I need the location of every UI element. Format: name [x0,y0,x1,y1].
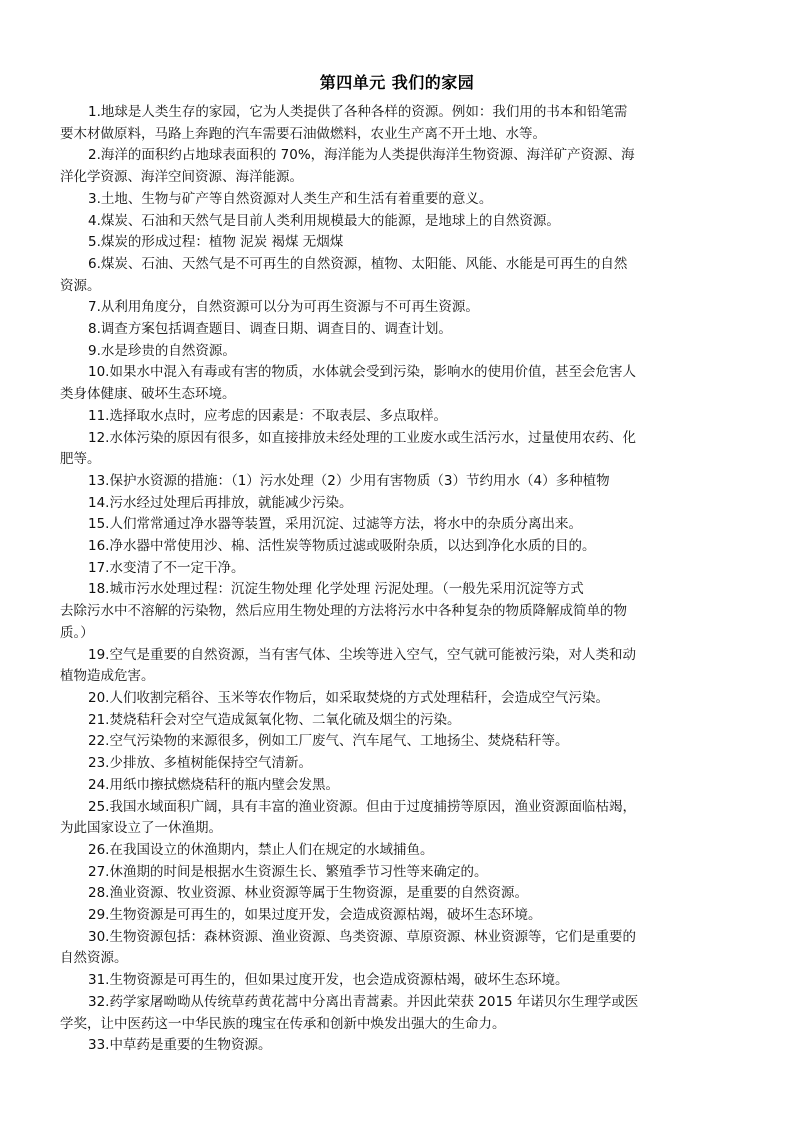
list-item-first-line: 27.休渔期的时间是根据水生资源生长、繁殖季节习性等来确定的。 [88,863,488,880]
list-item-first-line: 29.生物资源是可再生的，如果过度开发，会造成资源枯竭，破坏生态环境。 [88,907,542,924]
list-item-first-line: 10.如果水中混入有毒或有害的物质，水体就会受到污染，影响水的使用价值，甚至会危害人 [88,364,636,381]
list-item-first-line: 9.水是珍贵的自然资源。 [88,342,236,359]
list-item [60,145,736,188]
list-item-first-line: 25.我国水域面积广阔，具有丰富的渔业资源。但由于过度捕捞等原因，渔业资源面临枯竭， [88,798,636,815]
list-item-continuation-line: 要木材做原料，马路上奔跑的汽车需要石油做燃料，农业生产离不开土地、水等。 [60,125,546,142]
list-item-first-line: 8.调查方案包括调查题目、调查日期、调查目的、调查计划。 [88,321,452,338]
list-item-first-line: 16.净水器中常使用沙、棉、活性炭等物质过滤或吸附杂质，以达到净化水质的目的。 [88,538,596,555]
list-item [88,319,736,341]
list-item [88,514,736,536]
list-item-continuation-line: 类身体健康、破坏生态环境。 [60,386,236,403]
list-item-first-line: 18.城市污水处理过程：沉淀生物处理 化学处理 污泥处理。（一般先采用沉淀等方式 [88,581,584,598]
list-item [88,775,736,797]
list-item-first-line: 32.药学家屠呦呦从传统草药黄花蒿中分离出青蒿素。并因此荣获 2015 年诺贝尔生理学或医 [88,993,639,1010]
list-item-first-line: 28.渔业资源、牧业资源、林业资源等属于生物资源，是重要的自然资源。 [88,885,528,902]
page-title: 第四单元 我们的家园 [319,73,475,92]
list-item [88,493,736,515]
list-item-first-line: 1.地球是人类生存的家园，它为人类提供了各种各样的资源。例如：我们用的书本和铅笔需 [88,104,628,120]
list-item-first-line: 19.空气是重要的自然资源，当有害气体、尘埃等进入空气，空气就可能被污染，对人类和动 [88,646,636,663]
list-item-first-line: 20.人们收割完稻谷、玉米等农作物后，如采取焚烧的方式处理秸秆，会造成空气污染。 [88,689,609,706]
list-item-continuation-line: 质。） [60,624,94,641]
list-item-first-line: 24.用纸巾擦拭燃烧秸秆的瓶内壁会发黑。 [88,776,339,793]
list-item [88,862,736,884]
list-item-first-line: 7.从利用角度分，自然资源可以分为可再生资源与不可再生资源。 [88,299,479,316]
list-item-first-line: 23.少排放、多植树能保持空气清新。 [88,755,312,772]
list-item [88,536,736,558]
list-item [88,341,736,363]
list-item-first-line: 31.生物资源是可再生的，但如果过度开发，也会造成资源枯竭，破坏生态环境。 [88,972,569,989]
list-item-continuation-line: 植物造成危害。 [60,668,155,685]
list-item-continuation-line: 洋化学资源、海洋空间资源、海洋能源。 [60,169,303,186]
list-item-first-line: 2.海洋的面积约占地球表面积的 70%，海洋能为人类提供海洋生物资源、海洋矿产资源、海 [88,147,635,164]
list-item [88,688,736,710]
list-item-first-line: 11.选择取水点时，应考虑的因素是：不取表层、多点取样。 [88,407,447,424]
list-item-first-line: 33.中草药是重要的生物资源。 [88,1037,272,1054]
list-item-first-line: 26.在我国设立的休渔期内，禁止人们在规定的水域捕鱼。 [88,841,434,858]
list-item-continuation-line: 学奖，让中医药这一中华民族的瑰宝在传承和创新中焕发出强大的生命力。 [60,1015,506,1032]
list-item [88,189,736,211]
list-item-continuation-line: 肥等。 [60,451,101,468]
list-item-first-line: 17.水变清了不一定干净。 [88,559,245,576]
list-item [88,471,736,493]
list-item-first-line: 4.煤炭、石油和天然气是目前人类利用规模最大的能源，是地球上的自然资源。 [88,212,560,229]
list-item-first-line: 13.保护水资源的措施：（1）污水处理（2）少用有害物质（3）节约用水（4）多种植物 [88,472,610,489]
list-item [60,254,736,297]
list-item-first-line: 15.人们常常通过净水器等装置，采用沉淀、过滤等方法，将水中的杂质分离出来。 [88,516,582,533]
list-item-continuation-line: 为此国家设立了一休渔期。 [60,820,222,837]
list-item-continuation-line: 自然资源。 [60,950,128,967]
list-item-first-line: 22.空气污染物的来源很多，例如工厂废气、汽车尾气、工地扬尘、焚烧秸秆等。 [88,733,569,750]
list-item-first-line: 3.土地、生物与矿产等自然资源对人类生产和生活有着重要的意义。 [88,190,493,207]
list-item [60,428,736,471]
list-item [88,211,736,233]
list-item [88,731,736,753]
list-item [88,1035,736,1057]
document-body [60,102,736,1057]
list-item [60,927,736,970]
list-item [88,753,736,775]
list-item [88,558,736,580]
list-item [60,645,736,688]
list-item-first-line: 5.煤炭的形成过程：植物 泥炭 褐煤 无烟煤 [88,234,344,251]
list-item-first-line: 30.生物资源包括：森林资源、渔业资源、鸟类资源、草原资源、林业资源等，它们是重要的 [88,928,636,945]
list-item [88,710,736,732]
list-item [88,232,736,254]
list-item-continuation-line: 去除污水中不溶解的污染物，然后应用生物处理的方法将污水中各种复杂的物质降解成简单的物 [60,603,627,620]
list-item-first-line: 14.污水经过处理后再排放，就能减少污染。 [88,494,353,511]
list-item [60,579,736,644]
list-item [60,992,736,1035]
list-item [60,102,736,145]
list-item [88,883,736,905]
list-item [88,840,736,862]
list-item-first-line: 12.水体污染的原因有很多，如直接排放未经处理的工业废水或生活污水，过量使用农药、化 [88,429,636,446]
list-item [88,905,736,927]
list-item [88,297,736,319]
list-item [60,362,736,405]
list-item-first-line: 6.煤炭、石油、天然气是不可再生的自然资源，植物、太阳能、风能、水能是可再生的自然 [88,255,628,272]
list-item-first-line: 21.焚烧秸秆会对空气造成氮氧化物、二氧化硫及烟尘的污染。 [88,711,461,728]
list-item [88,406,736,428]
list-item-continuation-line: 资源。 [60,277,101,294]
list-item [60,797,736,840]
list-item [88,970,736,992]
